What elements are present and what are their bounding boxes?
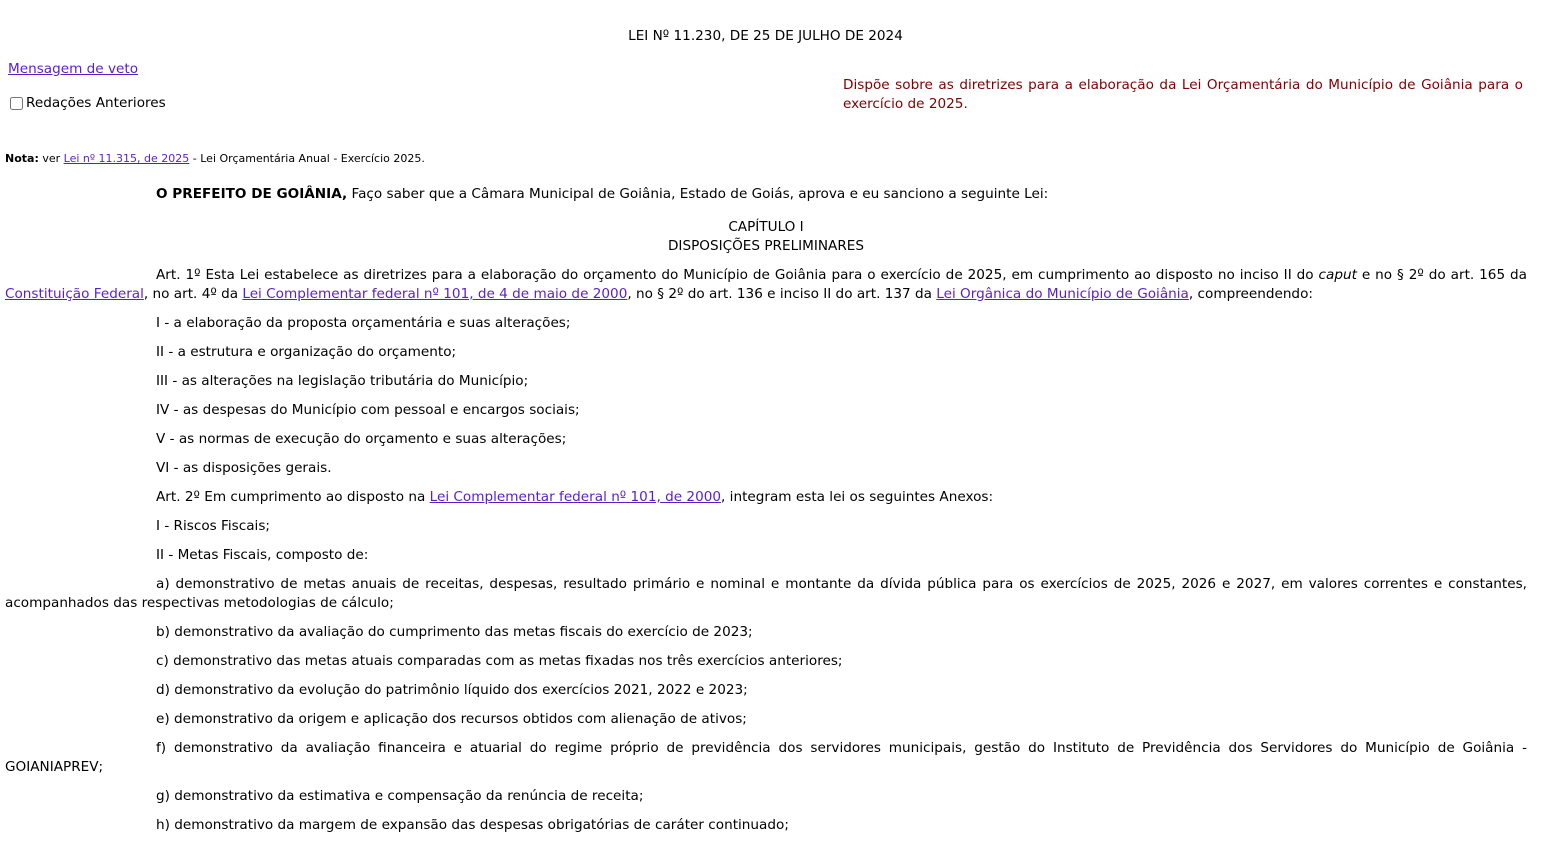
art2-item: a) demonstrativo de metas anuais de receitas, despesas, resultado primário e nominal e montante da dívida pública para os exercícios de 2025, 2026 e 2027, em valores correntes e constantes, acompanhados das respectivas metodologias de cálculo; [5, 576, 1527, 611]
art2-item: d) demonstrativo da evolução do patrimônio líquido dos exercícios 2021, 2022 e 2023; [156, 682, 748, 698]
preamble [5, 185, 1527, 204]
law-summary: Dispõe sobre as diretrizes para a elaboração da Lei Orçamentária do Município de Goiânia para o exercício de 2025. [843, 77, 1523, 112]
note-law-link[interactable]: Lei nº 11.315, de 2025 [63, 152, 190, 165]
art1-item: I - a elaboração da proposta orçamentária e suas alterações; [156, 315, 571, 331]
art1-text-3: , no art. 4º da [143, 286, 243, 302]
art2-item: g) demonstrativo da estimativa e compensação da renúncia de receita; [156, 788, 644, 804]
art1-text-4: , no § 2º do art. 136 e inciso II do art. 137 da [627, 286, 937, 302]
art1-text-1: Art. 1º Esta Lei estabelece as diretrizes para a elaboração do orçamento do Município de Goiânia para o exercício de 2025, em cumprimento ao disposto no inciso II do [156, 267, 1319, 283]
note-label: Nota: [5, 152, 39, 165]
chapter-heading [5, 218, 1527, 256]
chapter-number: CAPÍTULO I [728, 219, 804, 235]
art2-text-1: Art. 2º Em cumprimento ao disposto na [156, 489, 430, 505]
preamble-bold: O PREFEITO DE GOIÂNIA, [156, 186, 348, 202]
previous-versions-label: Redações Anteriores [26, 95, 166, 111]
law-body [5, 185, 1527, 845]
art2-item: c) demonstrativo das metas atuais comparadas com as metas fixadas nos três exercícios anteriores; [156, 653, 843, 669]
article-1 [5, 266, 1527, 304]
previous-versions-toggle[interactable] [10, 94, 166, 112]
veto-message-link[interactable]: Mensagem de veto [8, 61, 139, 77]
preamble-text: Faço saber que a Câmara Municipal de Goiânia, Estado de Goiás, aprova e eu sanciono a seguinte Lei: [347, 186, 1049, 202]
note [5, 152, 425, 166]
article-2 [5, 488, 1527, 507]
previous-versions-checkbox[interactable] [10, 97, 23, 110]
organic-law-link[interactable]: Lei Orgânica do Município de Goiânia [936, 286, 1189, 302]
lc101-link[interactable]: Lei Complementar federal nº 101, de 2000 [429, 489, 722, 505]
art2-text-2: , integram esta lei os seguintes Anexos: [721, 489, 994, 505]
art2-item: I - Riscos Fiscais; [156, 518, 270, 534]
art1-text-2: e no § 2º do art. 165 da [1356, 267, 1527, 283]
art1-item: II - a estrutura e organização do orçamento; [156, 344, 457, 360]
art1-item: VI - as disposições gerais. [156, 460, 332, 476]
art2-item: h) demonstrativo da margem de expansão das despesas obrigatórias de caráter continuado; [156, 817, 789, 833]
art2-item: e) demonstrativo da origem e aplicação dos recursos obtidos com alienação de ativos; [156, 711, 747, 727]
art1-item: IV - as despesas do Município com pessoal e encargos sociais; [156, 402, 580, 418]
law-title: LEI Nº 11.230, DE 25 DE JULHO DE 2024 [628, 28, 903, 44]
art1-item: V - as normas de execução do orçamento e suas alterações; [156, 431, 567, 447]
note-post: - Lei Orçamentária Anual - Exercício 2025. [189, 152, 425, 165]
constitution-link[interactable]: Constituição Federal [5, 286, 144, 302]
chapter-title: DISPOSIÇÕES PRELIMINARES [667, 238, 865, 254]
art2-item: f) demonstrativo da avaliação financeira e atuarial do regime próprio de previdência dos servidores municipais, gestão do Instituto de Previdência dos Servidores do Município de Goiânia - GOIANIAPREV; [5, 740, 1527, 775]
note-pre: ver [38, 152, 64, 165]
art2-item: II - Metas Fiscais, composto de: [156, 547, 369, 563]
art2-item: b) demonstrativo da avaliação do cumprimento das metas fiscais do exercício de 2023; [156, 624, 753, 640]
lc101-full-link[interactable]: Lei Complementar federal nº 101, de 4 de maio de 2000 [242, 286, 628, 302]
art1-text-5: , compreendendo: [1188, 286, 1313, 302]
art1-caput: caput [1318, 267, 1357, 283]
art1-item: III - as alterações na legislação tributária do Município; [156, 373, 529, 389]
